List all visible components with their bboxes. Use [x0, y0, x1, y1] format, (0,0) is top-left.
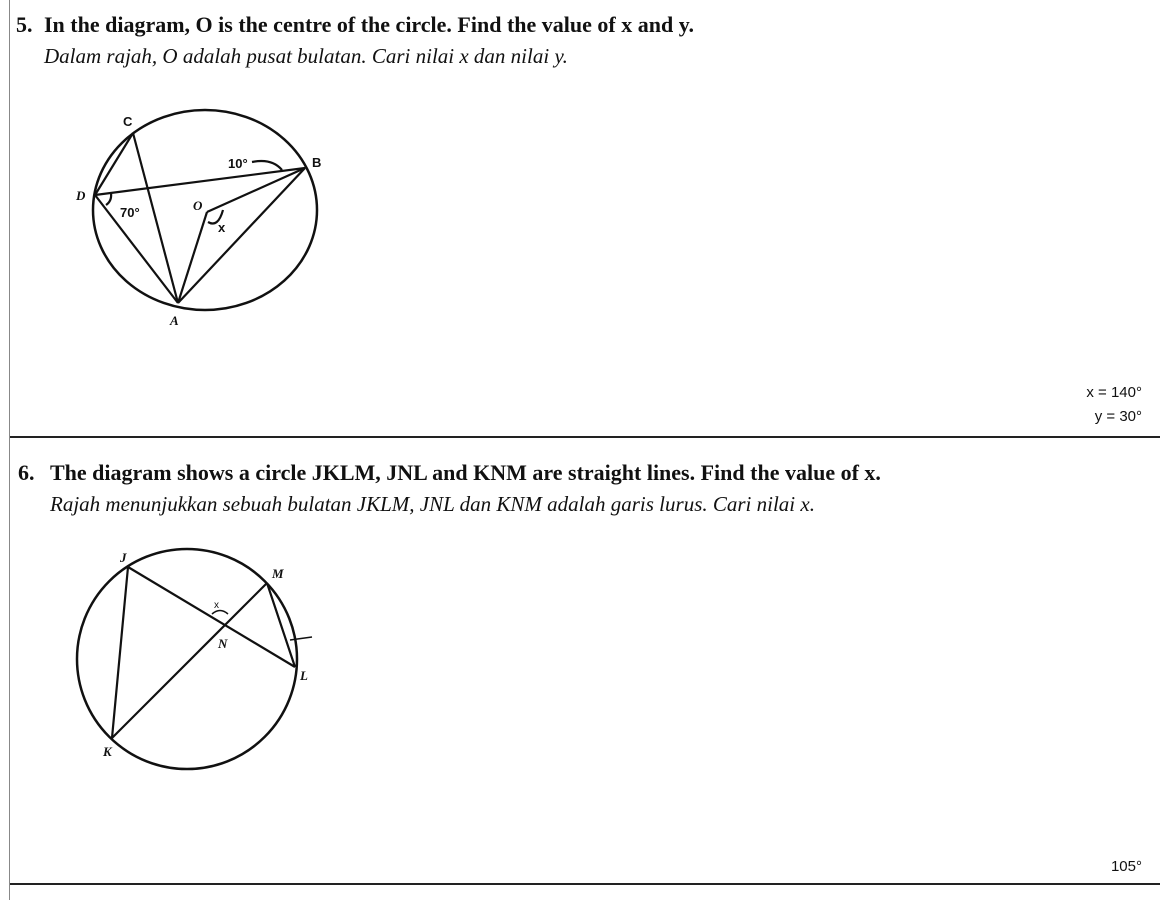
q6-question-ms: Rajah menunjukkan sebuah bulatan JKLM, JNL dan KNM adalah garis lurus. Cari nilai x.	[50, 492, 815, 516]
label-D: D	[76, 188, 86, 203]
label-N: N	[218, 636, 228, 651]
q5-circle-diagram	[0, 0, 400, 340]
q5-number: 5.	[16, 12, 33, 37]
q6-question-en: The diagram shows a circle JKLM, JNL and KNM are straight lines. Find the value of x.	[50, 460, 881, 485]
label-J: J	[120, 550, 127, 565]
q5-question-ms: Dalam rajah, O adalah pusat bulatan. Cari nilai x dan nilai y.	[44, 44, 568, 68]
label-K: K	[103, 744, 112, 759]
q6-answer: 105°	[1110, 858, 1142, 875]
angle-arrow-b	[252, 161, 282, 170]
bottom-line	[10, 883, 1160, 885]
line-knm	[112, 583, 267, 738]
angle-70: 70°	[120, 205, 140, 220]
label-O: O	[193, 198, 203, 213]
label-x: x	[214, 600, 219, 611]
label-C: C	[123, 114, 133, 129]
label-A: A	[170, 313, 179, 328]
q5-answer-y: y = 30°	[1094, 408, 1142, 425]
q5-question-en: In the diagram, O is the centre of the circle. Find the value of x and y.	[44, 12, 694, 37]
radius-oa	[178, 212, 207, 303]
chord-jk	[112, 567, 128, 738]
q6-circle	[77, 549, 297, 769]
angle-10: 10°	[228, 156, 248, 171]
q5-answer-x: x = 140°	[1086, 384, 1142, 401]
line-jnl	[128, 567, 295, 667]
label-M: M	[272, 566, 284, 581]
label-x: x	[218, 220, 226, 235]
chord-dc	[95, 133, 133, 195]
chord-ab	[178, 168, 305, 303]
q6-circle-diagram	[0, 530, 400, 790]
label-L: L	[300, 668, 308, 683]
divider	[10, 436, 1160, 438]
chord-ca	[133, 133, 178, 303]
angle-arc-d	[106, 193, 111, 205]
q6-number: 6.	[18, 460, 35, 485]
angle-arc-x	[212, 611, 228, 615]
pointer-mark	[290, 637, 312, 640]
label-B: B	[312, 155, 322, 170]
